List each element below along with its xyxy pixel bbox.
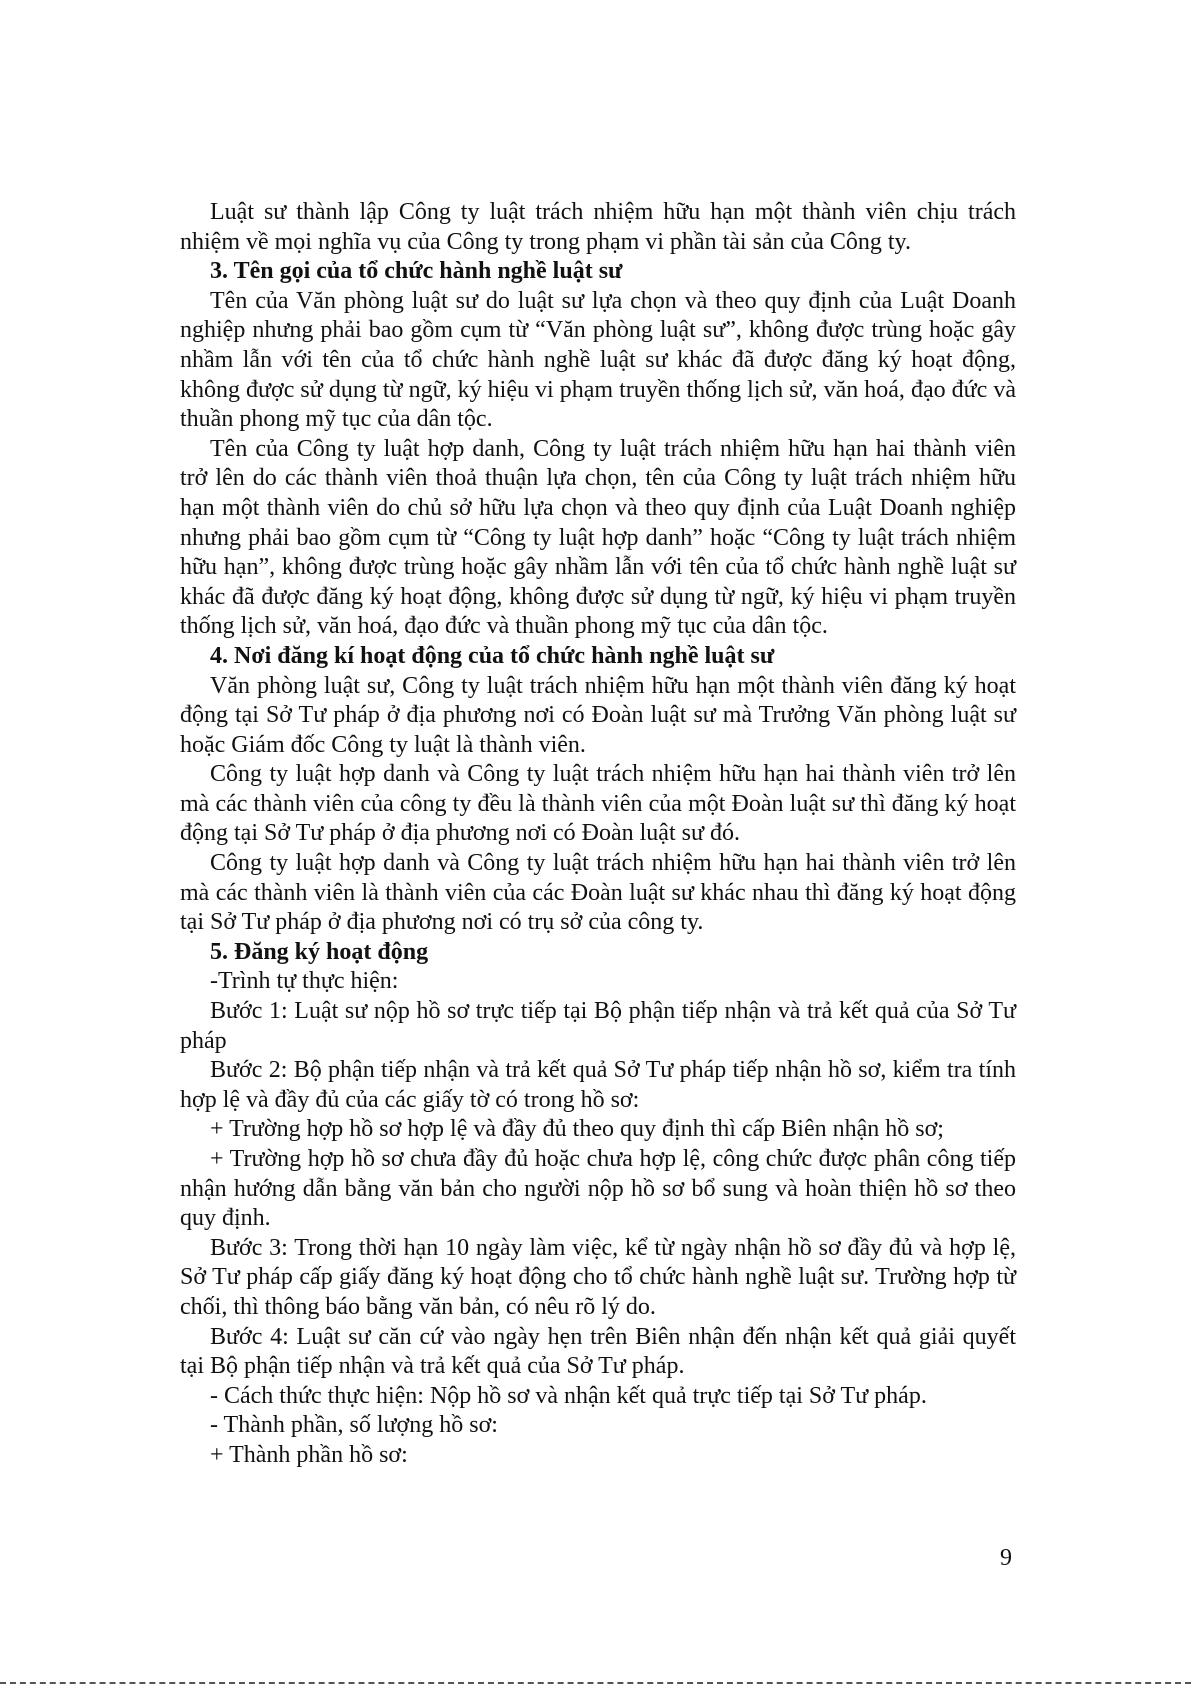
paragraph-law-firm-name: Tên của Công ty luật hợp danh, Công ty luật trách nhiệm hữu hạn hai thành viên trở lên do các thành viên thoả thuận lựa chọn, tên của Công ty luật trách nhiệm hữu hạn một thành viên do chủ sở hữu lựa chọn và theo quy định của Luật Doanh nghiệp nhưng phải bao gồm cụm từ “Công ty luật hợp danh” hoặc “Công ty luật trách nhiệm hữu hạn”, không được trùng hoặc gây nhầm lẫn với tên của tổ chức hành nghề luật sư khác đã được đăng ký hoạt động, không được sử dụng từ ngữ, ký hiệu vi phạm truyền thống lịch sử, văn hoá, đạo đức và thuần phong mỹ tục của dân tộc.	[180, 435, 1016, 640]
heading-section-3: 3. Tên gọi của tổ chức hành nghề luật sư	[210, 258, 623, 285]
paragraph-valid-case: + Trường hợp hồ sơ hợp lệ và đầy đủ theo quy định thì cấp Biên nhận hồ sơ;	[210, 1116, 944, 1143]
paragraph-procedure-label: -Trình tự thực hiện:	[210, 968, 399, 995]
paragraph-dossier-components: - Thành phần, số lượng hồ sơ:	[210, 1412, 498, 1439]
paragraph-step-4: Bước 4: Luật sư căn cứ vào ngày hẹn trên Biên nhận đến nhận kết quả giải quyết tại Bộ phận tiếp nhận và trả kết quả của Sở Tư pháp.	[180, 1323, 1016, 1380]
page-number: 9	[1000, 1545, 1012, 1571]
paragraph-step-2: Bước 2: Bộ phận tiếp nhận và trả kết quả Sở Tư pháp tiếp nhận hồ sơ, kiểm tra tính hợp lệ và đầy đủ của các giấy tờ có trong hồ sơ:	[180, 1057, 1016, 1113]
document-body	[180, 198, 1016, 1471]
paragraph-step-1: Bước 1: Luật sư nộp hồ sơ trực tiếp tại Bộ phận tiếp nhận và trả kết quả của Sở Tư pháp	[180, 998, 1016, 1054]
paragraph-method: - Cách thức thực hiện: Nộp hồ sơ và nhận kết quả trực tiếp tại Sở Tư pháp.	[210, 1382, 927, 1409]
paragraph-law-office-name: Tên của Văn phòng luật sư do luật sư lựa chọn và theo quy định của Luật Doanh nghiệp nhưng phải bao gồm cụm từ “Văn phòng luật sư”, không được trùng hoặc gây nhầm lẫn với tên của tổ chức hành nghề luật sư khác đã được đăng ký hoạt động, không được sử dụng từ ngữ, ký hiệu vi phạm truyền thống lịch sử, văn hoá, đạo đức và thuần phong mỹ tục của dân tộc.	[180, 287, 1016, 433]
paragraph-registration-same-bar: Công ty luật hợp danh và Công ty luật trách nhiệm hữu hạn hai thành viên trở lên mà các thành viên của công ty đều là thành viên của một Đoàn luật sư thì đăng ký hoạt động tại Sở Tư pháp ở địa phương nơi có Đoàn luật sư đó.	[180, 761, 1016, 847]
paragraph-owner-liability: Luật sư thành lập Công ty luật trách nhiệm hữu hạn một thành viên chịu trách nhiệm về mọi nghĩa vụ của Công ty trong phạm vi phần tài sản của Công ty.	[180, 199, 1016, 255]
heading-section-5: 5. Đăng ký hoạt động	[210, 938, 429, 965]
paragraph-registration-office: Văn phòng luật sư, Công ty luật trách nhiệm hữu hạn một thành viên đăng ký hoạt động tại Sở Tư pháp ở địa phương nơi có Đoàn luật sư mà Trưởng Văn phòng luật sư hoặc Giám đốc Công ty luật là thành viên.	[180, 672, 1016, 758]
paragraph-dossier-list: + Thành phần hồ sơ:	[210, 1441, 408, 1468]
scan-edge-divider	[0, 1682, 1191, 1684]
paragraph-step-3: Bước 3: Trong thời hạn 10 ngày làm việc, kể từ ngày nhận hồ sơ đầy đủ và hợp lệ, Sở Tư pháp cấp giấy đăng ký hoạt động cho tổ chức hành nghề luật sư. Trường hợp từ chối, thì thông báo bằng văn bản, có nêu rõ lý do.	[180, 1234, 1016, 1320]
paragraph-registration-different-bar: Công ty luật hợp danh và Công ty luật trách nhiệm hữu hạn hai thành viên trở lên mà các thành viên là thành viên của các Đoàn luật sư khác nhau thì đăng ký hoạt động tại Sở Tư pháp ở địa phương nơi có trụ sở của công ty.	[180, 850, 1016, 936]
paragraph-invalid-case: + Trường hợp hồ sơ chưa đầy đủ hoặc chưa hợp lệ, công chức được phân công tiếp nhận hướng dẫn bằng văn bản cho người nộp hồ sơ bổ sung và hoàn thiện hồ sơ theo quy định.	[180, 1146, 1016, 1232]
heading-section-4: 4. Nơi đăng kí hoạt động của tổ chức hành nghề luật sư	[210, 642, 775, 669]
